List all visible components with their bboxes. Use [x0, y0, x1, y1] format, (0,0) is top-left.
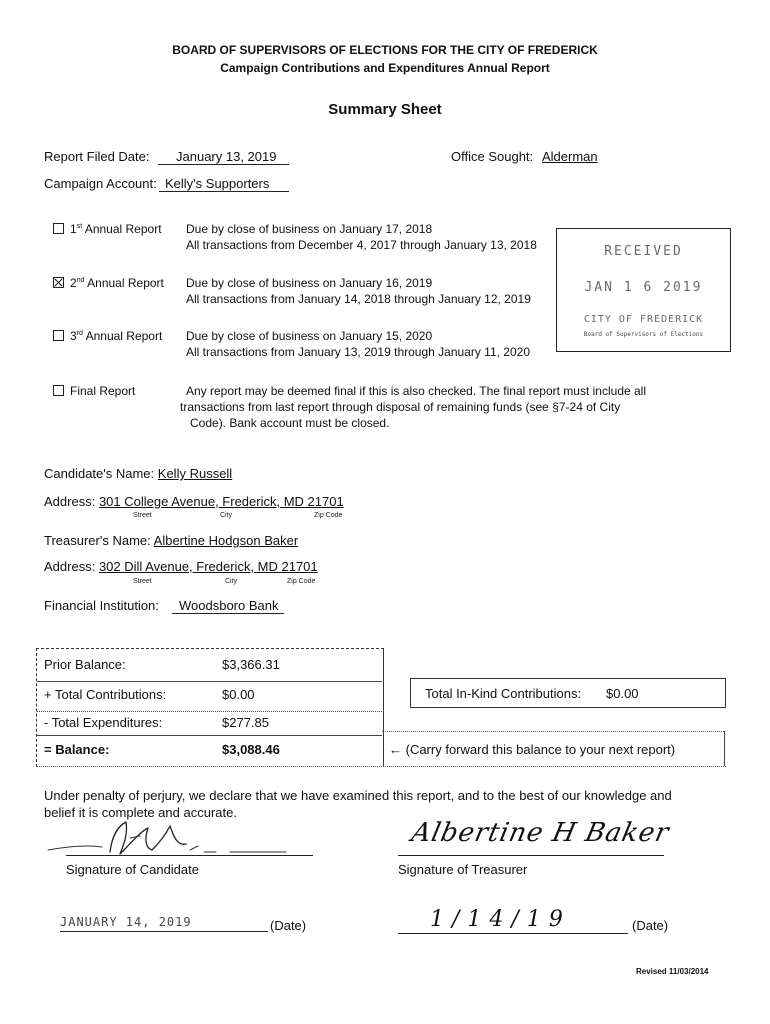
- summary-divider-1: [37, 681, 382, 682]
- treasurer-signature-line: [398, 855, 664, 856]
- treasurer-sub-street: Street: [133, 578, 152, 585]
- checkbox-3rd-annual[interactable]: [53, 330, 64, 341]
- carry-top-line: [382, 731, 724, 732]
- report-title: Campaign Contributions and Expenditures Annual Report: [220, 61, 550, 75]
- office-sought-field[interactable]: Alderman: [542, 149, 598, 164]
- candidate-sub-city: City: [220, 512, 233, 519]
- carry-forward-note: ← (Carry forward this balance to your next report): [389, 742, 676, 757]
- candidate-signature-label: Signature of Candidate: [66, 862, 199, 877]
- candidate-address-label: Address: 301 College Avenue, Frederick, MD 21701: [44, 494, 344, 509]
- financial-institution-field[interactable]: Woodsboro Bank: [172, 598, 284, 614]
- treasurer-date-value[interactable]: 1/14/19: [430, 907, 571, 932]
- summary-bottom-line: [36, 766, 726, 767]
- treasurer-date-label: (Date): [632, 918, 669, 933]
- report-3rd-due: Due by close of business on January 15, 2020: [186, 329, 433, 343]
- checkbox-1st-annual[interactable]: [53, 223, 64, 234]
- candidate-sub-street: Street: [133, 512, 152, 519]
- treasurer-address-label: Address: 302 Dill Avenue, Frederick, MD 21701: [44, 559, 318, 574]
- balance-label: = Balance:: [44, 742, 110, 757]
- summary-divider-2: [37, 711, 382, 712]
- final-report-note-1: Any report may be deemed final if this is also checked. The final report must include all: [186, 384, 647, 398]
- report-2nd-range: All transactions from January 14, 2018 through January 12, 2019: [186, 292, 531, 306]
- carry-right-line: [724, 731, 725, 766]
- candidate-signature-line: [66, 855, 313, 856]
- campaign-account-field[interactable]: Kelly's Supporters: [159, 176, 289, 192]
- board-title: BOARD OF SUPERVISORS OF ELECTIONS FOR THE CITY OF FREDERICK: [172, 43, 598, 57]
- candidate-date-label: (Date): [270, 918, 307, 933]
- candidate-date-value[interactable]: JANUARY 14, 2019: [60, 915, 192, 929]
- report-type-final[interactable]: Final Report: [53, 384, 135, 398]
- report-1st-due: Due by close of business on January 17, 2018: [186, 222, 433, 236]
- summary-sheet-heading: Summary Sheet: [328, 101, 442, 118]
- final-report-note-3: Code). Bank account must be closed.: [190, 416, 390, 430]
- treasurer-name-field[interactable]: Albertine Hodgson Baker: [153, 533, 299, 548]
- report-filed-date-label: Report Filed Date:: [44, 149, 150, 164]
- total-expenditures-value[interactable]: $277.85: [222, 715, 269, 730]
- report-type-3rd[interactable]: 3rd Annual Report: [53, 329, 162, 343]
- declaration-line-2: belief it is complete and accurate.: [44, 805, 237, 820]
- report-2nd-due: Due by close of business on January 16, 2019: [186, 276, 433, 290]
- candidate-date-line: [60, 931, 268, 932]
- stamp-city: CITY OF FREDERICK: [583, 314, 704, 325]
- candidate-name-field[interactable]: Kelly Russell: [157, 466, 233, 481]
- treasurer-sub-zip: Zip Code: [287, 578, 316, 585]
- checkbox-final-report[interactable]: [53, 385, 64, 396]
- candidate-address-field[interactable]: 301 College Avenue, Frederick, MD 21701: [98, 494, 344, 509]
- report-type-1st[interactable]: 1st Annual Report: [53, 222, 162, 236]
- prior-balance-value[interactable]: $3,366.31: [222, 657, 280, 672]
- report-filed-date-field[interactable]: January 13, 2019: [158, 149, 289, 165]
- prior-balance-label: Prior Balance:: [44, 657, 126, 672]
- treasurer-signature[interactable]: Albertine H Baker: [408, 818, 673, 848]
- in-kind-value[interactable]: $0.00: [606, 686, 639, 701]
- checkbox-2nd-annual[interactable]: [53, 277, 64, 288]
- balance-value[interactable]: $3,088.46: [222, 742, 280, 757]
- report-3rd-range: All transactions from January 13, 2019 through January 11, 2020: [186, 345, 530, 359]
- declaration-line-1: Under penalty of perjury, we declare that we have examined this report, and to the best of our knowledge and: [44, 788, 672, 803]
- campaign-account-label: Campaign Account:: [44, 176, 157, 191]
- treasurer-signature-label: Signature of Treasurer: [398, 862, 528, 877]
- treasurer-name-label: Treasurer's Name: Albertine Hodgson Baker: [44, 533, 299, 548]
- summary-divider-3: [37, 735, 382, 736]
- total-contributions-label: + Total Contributions:: [44, 687, 167, 702]
- report-type-2nd[interactable]: 2nd Annual Report: [53, 276, 164, 290]
- treasurer-date-line: [398, 933, 628, 934]
- treasurer-sub-city: City: [225, 578, 238, 585]
- financial-institution-label: Financial Institution:: [44, 598, 159, 613]
- received-stamp-box: [556, 228, 731, 352]
- stamp-received: RECEIVED: [604, 244, 683, 259]
- final-report-note-2: transactions from last report through disposal of remaining funds (see §7-24 of City: [180, 400, 621, 414]
- office-sought-label: Office Sought:: [451, 149, 534, 164]
- candidate-sub-zip: Zip Code: [314, 512, 343, 519]
- report-1st-range: All transactions from December 4, 2017 through January 13, 2018: [186, 238, 537, 252]
- total-contributions-value[interactable]: $0.00: [222, 687, 255, 702]
- stamp-date: JAN 1 6 2019: [584, 280, 703, 295]
- candidate-name-label: Candidate's Name: Kelly Russell: [44, 466, 233, 481]
- total-expenditures-label: - Total Expenditures:: [44, 715, 163, 730]
- in-kind-label: Total In-Kind Contributions:: [425, 686, 582, 701]
- treasurer-address-field[interactable]: 302 Dill Avenue, Frederick, MD 21701: [98, 559, 318, 574]
- revised-date: Revised 11/03/2014: [636, 967, 709, 976]
- stamp-board: Board of Supervisors of Elections: [583, 331, 704, 338]
